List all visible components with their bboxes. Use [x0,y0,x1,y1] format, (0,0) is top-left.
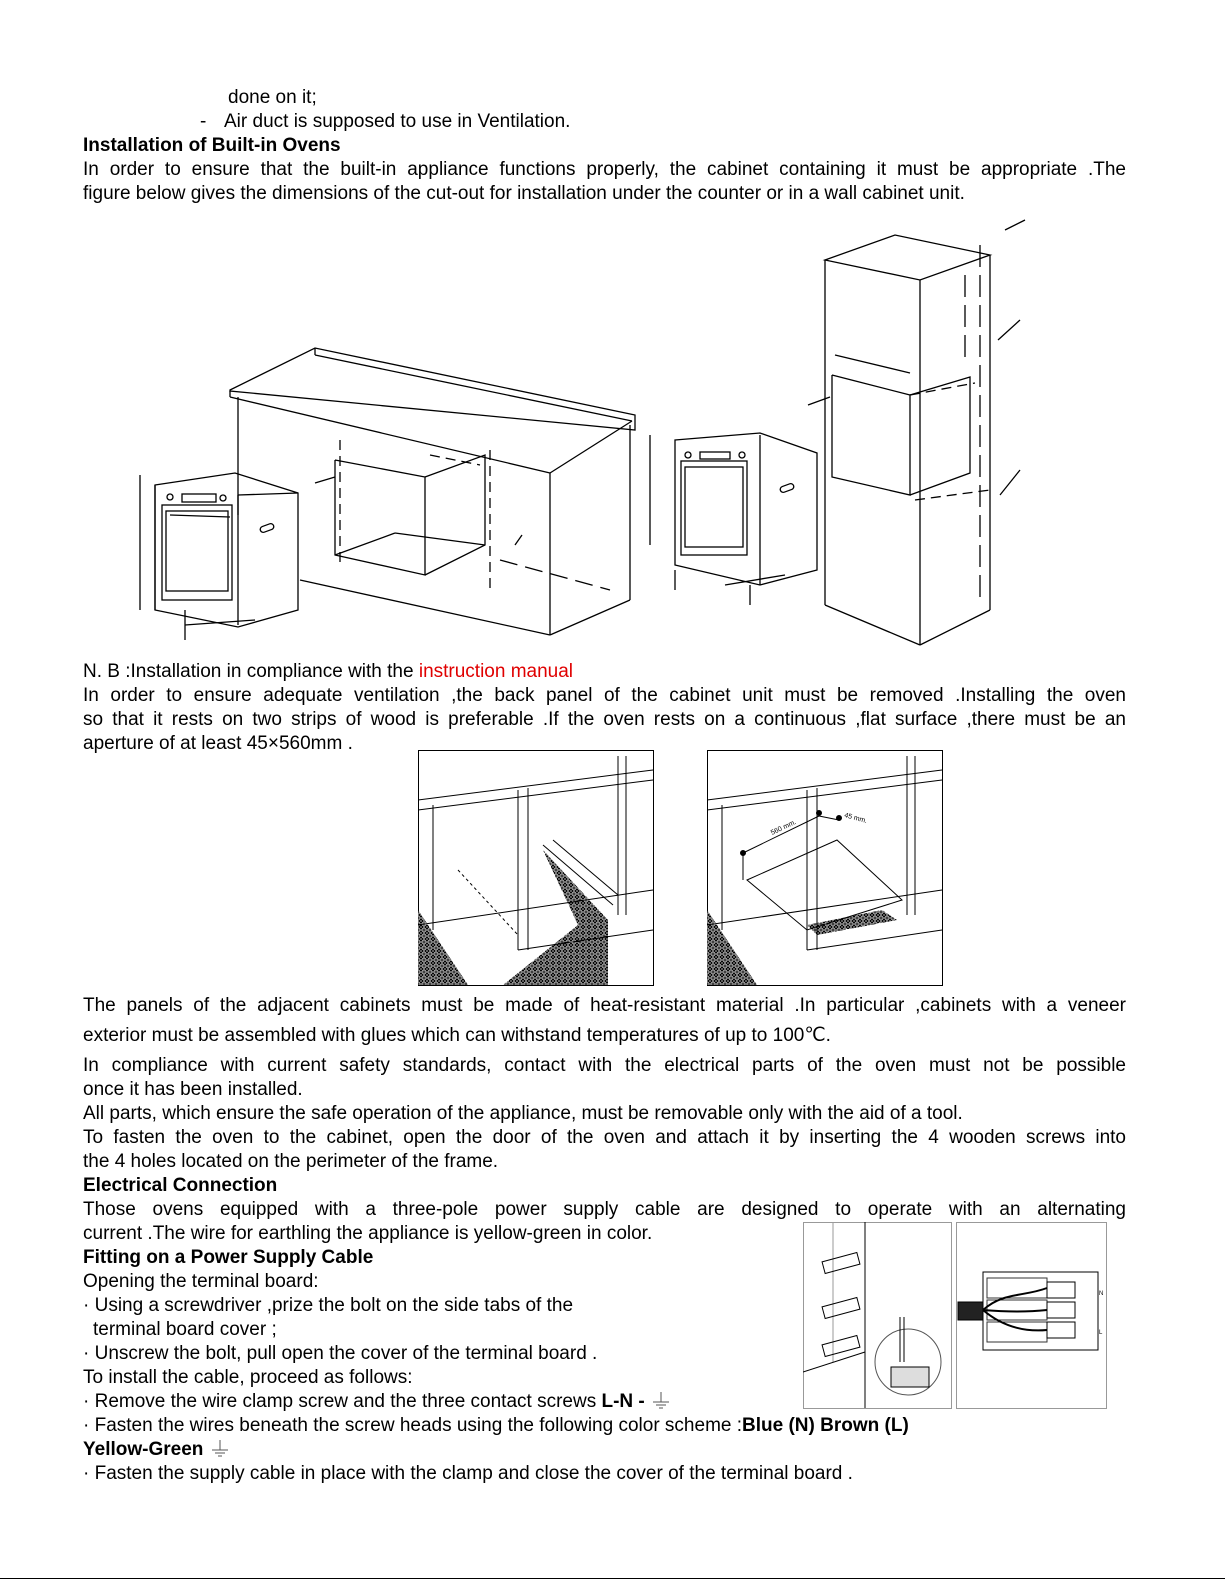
paragraph-line: In compliance with current safety standards, contact with the electrical parts of the oven must not be possible [83,1055,1126,1076]
bullet-line [83,1414,909,1438]
note-text: N. B :Installation in compliance with the [83,661,419,682]
paragraph-line: figure below gives the dimensions of the cut-out for installation under the counter or in a wall cabinet unit. [83,183,965,204]
svg-text:L: L [1099,1330,1103,1336]
terminal-board-figure [803,1222,1109,1410]
section-heading-power-cable: Fitting on a Power Supply Cable [83,1247,374,1268]
bullet-line: · Unscrew the bolt, pull open the cover of the terminal board . [83,1343,598,1364]
bullet-text: · Fasten the wires beneath the screw heads using the following color scheme : [83,1415,743,1436]
paragraph-line: current .The wire for earthling the appliance is yellow-green in color. [83,1223,653,1244]
paragraph-line: the 4 holes located on the perimeter of the frame. [83,1151,499,1172]
yellow-green-label: Yellow-Green [83,1439,204,1460]
svg-text:N: N [1099,1291,1104,1297]
section-heading-electrical: Electrical Connection [83,1175,278,1196]
instruction-manual-link[interactable]: instruction manual [418,661,574,682]
bullet-line: · Fasten the supply cable in place with the clamp and close the cover of the terminal board . [83,1463,853,1484]
paragraph-line: once it has been installed. [83,1079,303,1100]
color-scheme: Blue (N) Brown (L) [742,1415,909,1436]
paragraph-line: In order to ensure adequate ventilation ,the back panel of the cabinet unit must be removed .Installing the oven [83,685,1126,706]
bullet-line: · Using a screwdriver ,prize the bolt on the side tabs of the [83,1295,574,1316]
text-line: Air duct is supposed to use in Ventilation. [224,111,571,132]
section-heading-installation: Installation of Built-in Ovens [83,135,341,156]
wood-strips-figure [418,750,654,986]
dash-marker: - [200,111,207,132]
page-bottom-rule [0,1578,1225,1579]
note-line [83,660,573,684]
paragraph-line: In order to ensure that the built-in appliance functions properly, the cabinet containing it must be appropriate .The [83,159,1126,180]
earth-ground-icon [209,1440,231,1458]
bullet-line: terminal board cover ; [93,1319,277,1340]
paragraph-line: To install the cable, proceed as follows: [83,1367,413,1388]
paragraph-line: All parts, which ensure the safe operation of the appliance, must be removable only with the aid of a tool. [83,1103,963,1124]
terminal-codes: L-N - [601,1391,645,1412]
aperture-figure [707,750,943,986]
paragraph-line: aperture of at least 45×560mm . [83,733,353,754]
bullet-line [83,1390,672,1414]
paragraph-line: Those ovens equipped with a three-pole power supply cable are designed to operate with an alternating [83,1199,1126,1220]
bullet-text: · Remove the wire clamp screw and the three contact screws [83,1391,602,1412]
paragraph-line: exterior must be assembled with glues which can withstand temperatures of up to 100℃. [83,1025,831,1046]
paragraph-line: Opening the terminal board: [83,1271,319,1292]
dim-560-label: 560 mm. [769,818,798,837]
bullet-line [83,1438,231,1462]
paragraph-line: so that it rests on two strips of wood is preferable .If the oven rests on a continuous ,flat surface ,there must be an [83,709,1126,730]
dim-45-label: 45 mm. [843,812,868,825]
earth-ground-icon [650,1392,672,1410]
paragraph-line: To fasten the oven to the cabinet, open the door of the oven and attach it by inserting the 4 wooden screws into [83,1127,1126,1148]
paragraph-line: The panels of the adjacent cabinets must be made of heat-resistant material .In particular ,cabinets with a veneer [83,995,1126,1016]
installation-cutout-figure [120,215,1035,655]
text-line: done on it; [228,87,317,108]
